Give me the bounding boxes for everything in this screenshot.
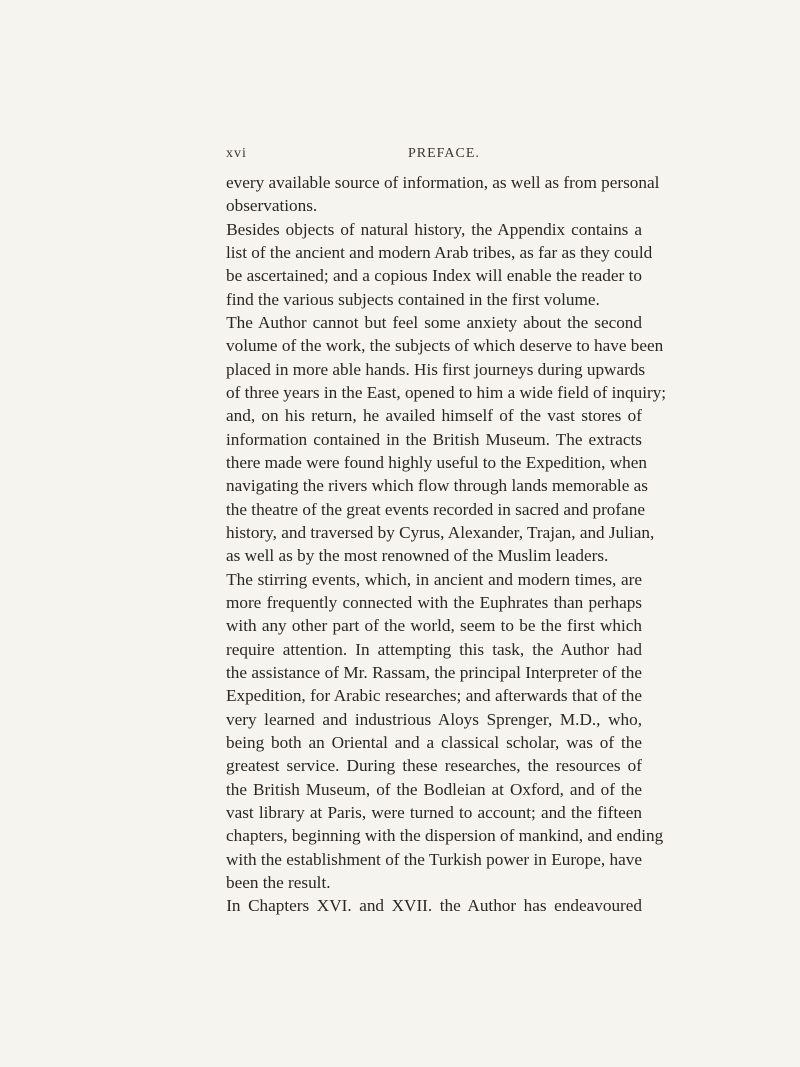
text-line: information contained in the British Museum. The extracts xyxy=(226,429,642,449)
text-line: observations. xyxy=(226,196,318,216)
text-line: require attention. In attempting this task, the Author had xyxy=(226,639,642,659)
text-line: as well as by the most renowned of the Muslim leaders. xyxy=(226,546,609,566)
text-line: In Chapters XVI. and XVII. the Author has endeavoured xyxy=(226,896,642,916)
text-line: The Author cannot but feel some anxiety about the second xyxy=(226,312,642,332)
text-line: be ascertained; and a copious Index will enable the reader to xyxy=(226,266,642,286)
text-line: navigating the rivers which flow through lands memorable as xyxy=(226,476,648,496)
text-line: the assistance of Mr. Rassam, the principal Interpreter of the xyxy=(226,662,642,682)
text-line: The stirring events, which, in ancient and modern times, are xyxy=(226,569,642,589)
text-line: Expedition, for Arabic researches; and afterwards that of the xyxy=(226,686,642,706)
text-line: being both an Oriental and a classical scholar, was of the xyxy=(226,732,642,752)
text-line: with the establishment of the Turkish power in Europe, have xyxy=(226,849,642,869)
text-line: find the various subjects contained in the first volume. xyxy=(226,289,600,309)
text-line: every available source of information, as well as from personal xyxy=(226,173,660,192)
text-line: been the result. xyxy=(226,872,331,892)
text-line: volume of the work, the subjects of which deserve to have been xyxy=(226,336,664,356)
running-title: PREFACE. xyxy=(408,146,480,161)
text-line: list of the ancient and modern Arab tribes, as far as they could xyxy=(226,242,653,262)
text-line: of three years in the East, opened to him a wide field of inquiry; xyxy=(226,382,667,402)
text-line: more frequently connected with the Euphrates than perhaps xyxy=(226,592,642,612)
text-line: very learned and industrious Aloys Sprenger, M.D., who, xyxy=(226,709,642,729)
page-number: xvi xyxy=(226,146,247,161)
text-line: Besides objects of natural history, the Appendix contains a xyxy=(226,219,642,239)
text-line: history, and traversed by Cyrus, Alexander, Trajan, and Julian, xyxy=(226,522,655,542)
text-line: there made were found highly useful to the Expedition, when xyxy=(226,452,647,472)
text-line: the British Museum, of the Bodleian at Oxford, and of the xyxy=(226,779,642,799)
body-text xyxy=(226,171,667,918)
text-line: greatest service. During these researches, the resources of xyxy=(226,756,642,776)
text-line: with any other part of the world, seem to be the first which xyxy=(226,616,642,636)
text-line: the theatre of the great events recorded in sacred and profane xyxy=(226,499,645,519)
text-line: vast library at Paris, were turned to account; and the fifteen xyxy=(226,802,642,822)
text-line: and, on his return, he availed himself of the vast stores of xyxy=(226,406,642,426)
text-line: chapters, beginning with the dispersion of mankind, and ending xyxy=(226,826,664,846)
text-line: placed in more able hands. His first journeys during upwards xyxy=(226,359,646,379)
